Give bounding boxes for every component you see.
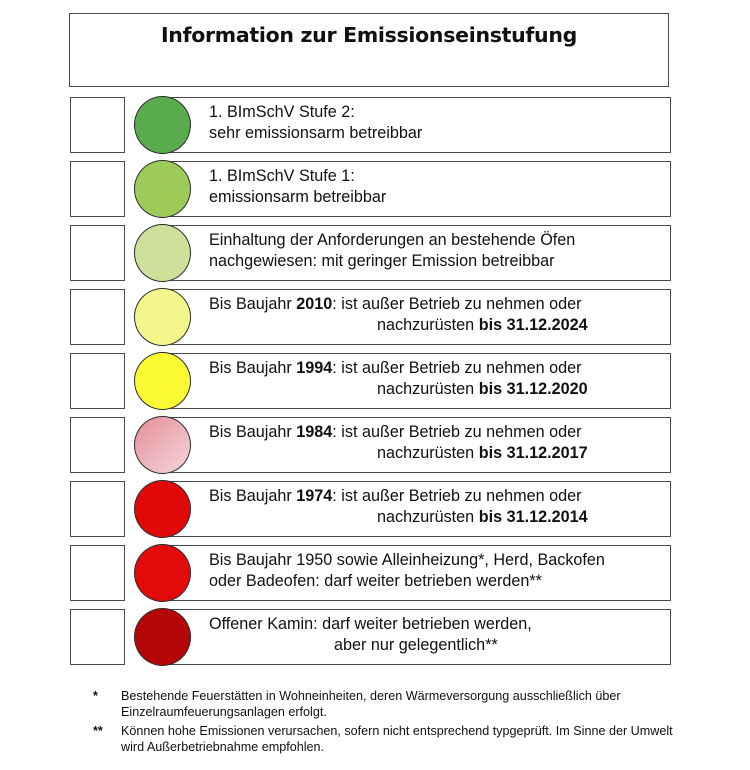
- line-suffix: : ist außer Betrieb zu nehmen oder: [332, 295, 582, 313]
- footnote-mark: *: [93, 689, 98, 703]
- status-circle-icon: [134, 160, 191, 218]
- row-line-1: Einhaltung der Anforderungen an bestehende Öfen: [209, 231, 576, 249]
- line-prefix: nachzurüsten: [377, 315, 479, 334]
- emission-row-baujahr-1984: [69, 417, 671, 474]
- emission-row-bestehende-oefen: [69, 225, 671, 282]
- emission-row-baujahr-1974: [69, 481, 671, 538]
- baujahr-year: 1994: [296, 359, 333, 377]
- emission-row-baujahr-2010: [69, 289, 671, 346]
- row-line-2: [209, 507, 588, 528]
- deadline-date: bis 31.12.2024: [478, 315, 588, 334]
- title-box: [69, 13, 669, 87]
- checkbox[interactable]: [70, 353, 125, 409]
- deadline-date: bis 31.12.2020: [478, 379, 588, 398]
- checkbox[interactable]: [70, 481, 125, 537]
- row-text: [209, 614, 532, 655]
- status-circle-icon: [134, 480, 191, 538]
- checkbox[interactable]: [70, 545, 125, 601]
- row-line-2: [209, 315, 588, 336]
- baujahr-year: 2010: [296, 295, 333, 313]
- page-title: Information zur Emissionseinstufung: [160, 23, 578, 47]
- status-circle-icon: [134, 288, 191, 346]
- row-text: [209, 166, 386, 207]
- row-line-2: emissionsarm betreibbar: [209, 187, 387, 206]
- row-line-1: Offener Kamin: darf weiter betrieben werden,: [209, 615, 532, 633]
- row-line-2: oder Badeofen: darf weiter betrieben werden**: [209, 571, 542, 590]
- row-line-2: nachgewiesen: mit geringer Emission betreibbar: [209, 251, 555, 270]
- footnote-text: Bestehende Feuerstätten in Wohneinheiten, deren Wärmeversorgung ausschließlich über Einzelraumfeuerungsanlagen erfolgt.: [121, 689, 621, 719]
- footnote-single-asterisk: [93, 688, 683, 720]
- baujahr-year: 1984: [296, 423, 333, 441]
- line-prefix: nachzurüsten: [377, 379, 479, 398]
- line-prefix: nachzurüsten: [377, 507, 479, 526]
- status-circle-icon: [134, 416, 191, 474]
- deadline-date: bis 31.12.2014: [478, 507, 588, 526]
- row-line-1: Bis Baujahr 1950 sowie Alleinheizung*, Herd, Backofen: [209, 551, 605, 569]
- line-suffix: : ist außer Betrieb zu nehmen oder: [332, 359, 582, 377]
- status-circle-icon: [134, 96, 191, 154]
- row-text: [209, 422, 588, 463]
- status-circle-icon: [134, 544, 191, 602]
- line-prefix: Bis Baujahr: [209, 359, 297, 377]
- line-prefix: Bis Baujahr: [209, 487, 297, 505]
- checkbox[interactable]: [70, 161, 125, 217]
- row-text: [209, 358, 588, 399]
- checkbox[interactable]: [70, 97, 125, 153]
- checkbox[interactable]: [70, 417, 125, 473]
- footnote-text: Können hohe Emissionen verursachen, sofern nicht entsprechend typgeprüft. Im Sinne der Umwelt wird Außerbetriebnahme empfohlen.: [121, 724, 673, 754]
- checkbox[interactable]: [70, 609, 125, 665]
- row-text: [209, 230, 575, 271]
- baujahr-year: 1974: [296, 487, 333, 505]
- row-line-1: [209, 358, 588, 379]
- row-line-1: [209, 486, 588, 507]
- row-line-1: [209, 422, 588, 443]
- emission-row-offener-kamin: [69, 609, 671, 666]
- line-prefix: Bis Baujahr: [209, 423, 297, 441]
- row-line-2: sehr emissionsarm betreibbar: [209, 123, 423, 142]
- row-line-1: 1. BImSchV Stufe 1:: [209, 167, 355, 185]
- footnotes: [93, 688, 683, 758]
- status-circle-icon: [134, 224, 191, 282]
- row-text: [209, 294, 588, 335]
- checkbox[interactable]: [70, 289, 125, 345]
- row-line-2: aber nur gelegentlich**: [334, 635, 498, 654]
- line-prefix: nachzurüsten: [377, 443, 479, 462]
- row-line-2: [209, 379, 588, 400]
- footnote-double-asterisk: [93, 723, 683, 755]
- row-text: [209, 102, 422, 143]
- emission-row-stufe-2: [69, 97, 671, 154]
- row-line-1: 1. BImSchV Stufe 2:: [209, 103, 355, 121]
- emission-row-baujahr-1994: [69, 353, 671, 410]
- line-prefix: Bis Baujahr: [209, 295, 297, 313]
- emission-row-baujahr-1950: [69, 545, 671, 602]
- row-text: [209, 550, 605, 591]
- deadline-date: bis 31.12.2017: [478, 443, 588, 462]
- row-text: [209, 486, 588, 527]
- row-line-2: [209, 443, 588, 464]
- status-circle-icon: [134, 608, 191, 666]
- line-suffix: : ist außer Betrieb zu nehmen oder: [332, 423, 582, 441]
- footnote-mark: **: [93, 724, 103, 738]
- emission-row-stufe-1: [69, 161, 671, 218]
- status-circle-icon: [134, 352, 191, 410]
- checkbox[interactable]: [70, 225, 125, 281]
- row-line-1: [209, 294, 588, 315]
- line-suffix: : ist außer Betrieb zu nehmen oder: [332, 487, 582, 505]
